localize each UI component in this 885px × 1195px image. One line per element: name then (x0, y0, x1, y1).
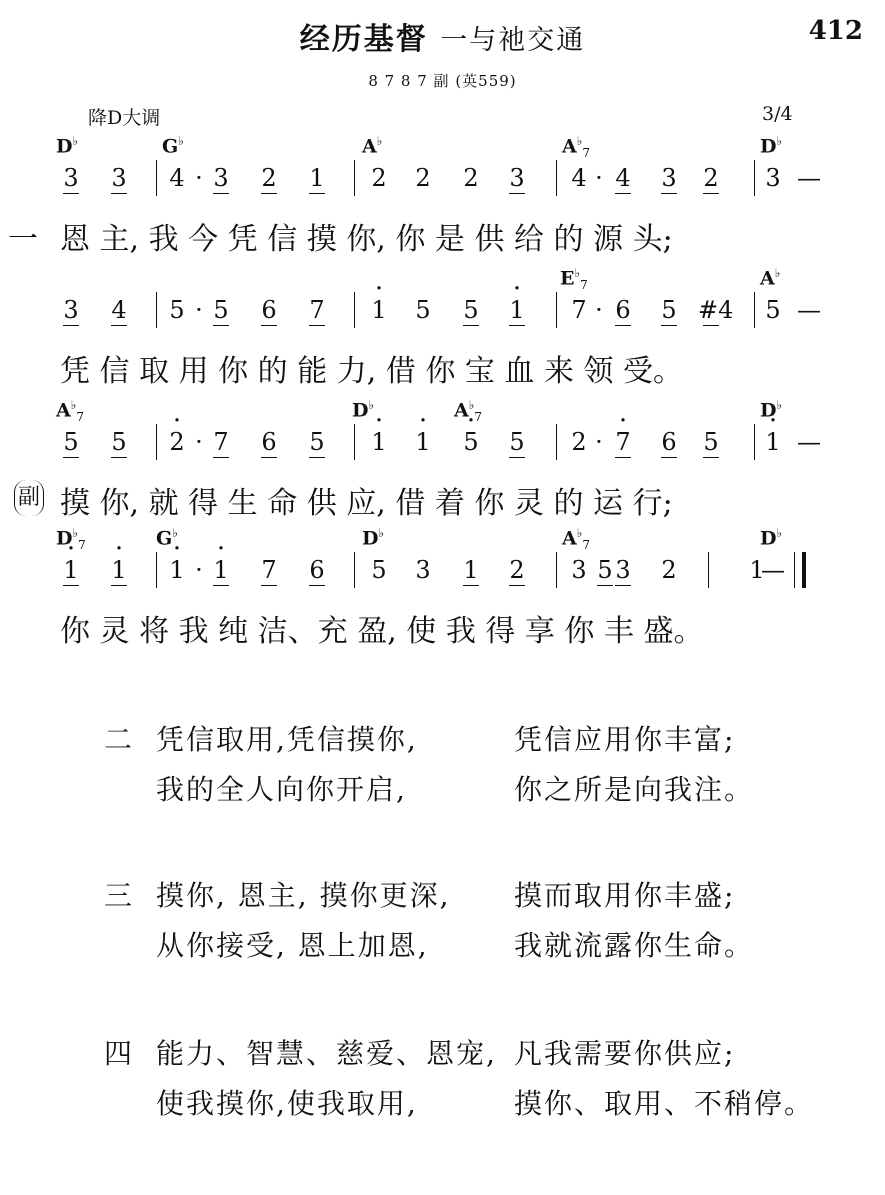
bar-line (556, 552, 557, 588)
title-sub: 一与祂交通 (440, 25, 586, 56)
note: 3 (765, 164, 781, 192)
chord-symbol: A♭ (760, 266, 781, 290)
bar-line (556, 424, 557, 460)
note: #4 (698, 296, 734, 324)
note: 3 (571, 556, 587, 584)
verse-line: 凭信应用你丰富; (514, 723, 736, 756)
note: 7 (256, 558, 282, 582)
lyric-line: 凭 信 取 用 你 的 能 力, 借 你 宝 血 来 领 受。 (60, 354, 684, 389)
note: · 1 (366, 298, 392, 322)
verse-line: 我就流露你生命。 (514, 929, 755, 962)
note: 5 (765, 296, 781, 324)
hold-dash: — (761, 556, 785, 584)
note: 4 (106, 298, 132, 322)
meter-info: 8 7 8 7 副 (英559) (368, 72, 517, 90)
note: 2 (256, 166, 282, 190)
dot: · (195, 556, 203, 584)
note: 6 (610, 298, 636, 322)
bar-line (354, 292, 355, 328)
bar-line (754, 424, 755, 460)
note: · 1 (410, 430, 436, 454)
dot: · (595, 296, 603, 324)
note: 3 (504, 166, 530, 190)
hymn-title (0, 14, 885, 58)
verse-number: 四 (104, 1037, 135, 1070)
note: 5 (304, 430, 330, 454)
note: 5 (592, 558, 618, 582)
note: 3 (656, 166, 682, 190)
chord-symbol: D♭ (760, 398, 783, 422)
verse-number: 三 (104, 879, 135, 912)
note: 3 (415, 556, 431, 584)
hold-dash: — (797, 428, 821, 456)
note: 2 (698, 166, 724, 190)
refrain-label: 副 (18, 485, 41, 510)
bar-line (156, 424, 157, 460)
note: · 1 (58, 558, 84, 582)
note: · 1 (504, 298, 530, 322)
note: 4 (610, 166, 636, 190)
bar-line (354, 160, 355, 196)
note: 6 (304, 558, 330, 582)
note: · 2 (164, 430, 190, 454)
note: 5 (58, 430, 84, 454)
music-line-4 (0, 522, 885, 712)
chord-symbol: $A^♭_7$ (56, 398, 85, 425)
final-bar-line (794, 552, 806, 588)
note: 2 (504, 558, 530, 582)
note: 4 (571, 164, 587, 192)
note: · 1 (106, 558, 132, 582)
chord-symbol: $D^♭_7$ (56, 526, 86, 553)
chord-symbol: $A^♭_7$ (454, 398, 483, 425)
bar-line (754, 160, 755, 196)
chord-symbol: $E^♭_7$ (560, 266, 588, 293)
lyric-line: 恩 主, 我 今 凭 信 摸 你, 你 是 供 给 的 源 头; (60, 222, 673, 257)
note: 2 (415, 164, 431, 192)
note: 7 (571, 296, 587, 324)
note: 2 (371, 164, 387, 192)
chord-symbol: G♭ (156, 526, 178, 550)
note: · 5 (458, 430, 484, 454)
note: 4 (169, 164, 185, 192)
note: 5 (504, 430, 530, 454)
note: 7 (208, 430, 234, 454)
dot: · (595, 428, 603, 456)
note: 5 (208, 298, 234, 322)
note: 6 (256, 430, 282, 454)
bar-line (354, 424, 355, 460)
lyric-line: 摸 你, 就 得 生 命 供 应, 借 着 你 灵 的 运 行; (60, 486, 673, 521)
verse-line: 凭信取用,凭信摸你, (156, 723, 418, 756)
chord-symbol: D♭ (760, 134, 783, 158)
note: 3 (58, 298, 84, 322)
note: · 1 (164, 558, 190, 582)
note: 5 (106, 430, 132, 454)
note: 6 (256, 298, 282, 322)
note: 3 (610, 558, 636, 582)
title-main: 经历基督 (299, 22, 428, 57)
hold-dash: — (797, 164, 821, 192)
note: 3 (58, 166, 84, 190)
verse-line: 我的全人向你开启, (156, 773, 407, 806)
chord-symbol: A♭ (362, 134, 383, 158)
verse-line: 摸你、取用、不稍停。 (514, 1087, 815, 1120)
hymn-number: 412 (808, 16, 863, 46)
chord-symbol: G♭ (162, 134, 184, 158)
note: 2 (463, 164, 479, 192)
verse-line: 从你接受, 恩上加恩, (156, 929, 429, 962)
bar-line (156, 552, 157, 588)
chord-symbol: D♭ (352, 398, 375, 422)
time-signature: 3/4 (762, 103, 793, 125)
verse-line: 摸你, 恩主, 摸你更深, (156, 879, 451, 912)
note: 2 (661, 556, 677, 584)
note: · 1 (366, 430, 392, 454)
verse-number: 一 (8, 222, 38, 257)
verse-line: 凡我需要你供应; (514, 1037, 736, 1070)
note: 3 (208, 166, 234, 190)
dot: · (195, 296, 203, 324)
bar-line (754, 292, 755, 328)
note: 5 (415, 296, 431, 324)
note: 1 (749, 556, 765, 584)
chord-symbol: D♭ (56, 134, 79, 158)
bar-line (354, 552, 355, 588)
note: 6 (656, 430, 682, 454)
note: 5 (371, 556, 387, 584)
bar-line (156, 292, 157, 328)
note: 5 (458, 298, 484, 322)
chord-symbol: D♭ (760, 526, 783, 550)
verse-number: 二 (104, 723, 135, 756)
bar-line (156, 160, 157, 196)
verse-line: 摸而取用你丰盛; (514, 879, 736, 912)
note: 3 (106, 166, 132, 190)
verse-line: 使我摸你,使我取用, (156, 1087, 418, 1120)
chord-symbol: $A^♭_7$ (562, 526, 591, 553)
bar-line (556, 292, 557, 328)
note: 5 (698, 430, 724, 454)
note: 2 (571, 428, 587, 456)
chord-symbol: $A^♭_7$ (562, 134, 591, 161)
note: 1 (458, 558, 484, 582)
note: · 1 (208, 558, 234, 582)
lyric-line: 你 灵 将 我 纯 洁、充 盈, 使 我 得 享 你 丰 盛。 (60, 614, 704, 649)
note: · 7 (610, 430, 636, 454)
hold-dash: — (797, 296, 821, 324)
key-signature: 降D大调 (88, 107, 161, 129)
verse-line: 你之所是向我注。 (514, 773, 755, 806)
note: 7 (304, 298, 330, 322)
note: 5 (656, 298, 682, 322)
bar-line (708, 552, 709, 588)
dot: · (595, 164, 603, 192)
note: 1 (304, 166, 330, 190)
dot: · (195, 164, 203, 192)
verse-line: 能力、智慧、慈爱、恩宠, (156, 1037, 497, 1070)
note: 5 (169, 296, 185, 324)
bar-line (556, 160, 557, 196)
chord-symbol: D♭ (362, 526, 385, 550)
note: · 1 (760, 430, 786, 454)
dot: · (195, 428, 203, 456)
